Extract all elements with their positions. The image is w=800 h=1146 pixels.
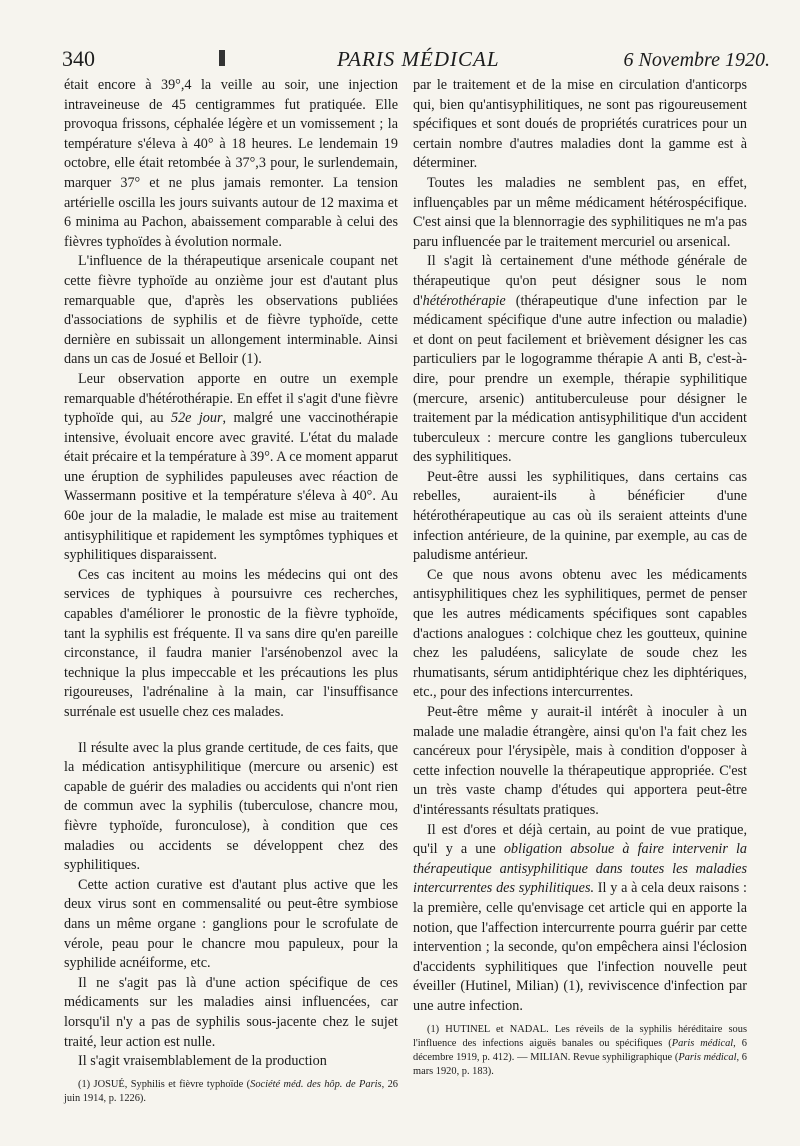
emphasis: hétérothérapie (422, 292, 506, 309)
journal-title (219, 47, 500, 72)
paragraph: Ces cas incitent au moins les médecins qui ont des services de typhiques à poursuivre ces recherches, capables d'améliorer le pronostic de la fièvre typhoïde, tant la syphilis est fréquente. Il va sans dire qu'en pareille circonstance, il faudra manier l'arsénobenzol avec la technique la plus impeccable et les précautions les plus rigoureuses, l'adrénaline à la main, car l'insuffisance surrénale est usuelle chez ces malades. (64, 566, 398, 720)
paragraph: Peut-être aussi les syphilitiques, dans certains cas rebelles, auraient-ils à bénéficier d'une hétérothérapeutique au cas où ils seraient atteints d'une infection antérieure, de la quinine, par exemple, au cas de paludisme antérieur. (413, 468, 747, 564)
issue-date: 6 Novembre 1920. (623, 49, 770, 71)
paragraph: par le traitement et de la mise en circulation d'anticorps qui, bien qu'antisyphilitiques, ne sont pas rigoureusement spécifiques et sont doués de propriétés curatrices pour un certain nombre d'autres maladies dont la gamme est à déterminer. (413, 77, 747, 172)
left-column (64, 76, 398, 1106)
right-column (413, 76, 747, 1079)
paragraph: Il s'agit vraisemblablement de la production (78, 1053, 327, 1070)
paragraph: Peut-être même y aurait-il intérêt à inoculer à un malade une maladie étrangère, ainsi qu'on l'a fait chez les cancéreux pour l'érysipèle, mais à condition d'opposer à cette infection nouvelle la thérapeutique appropriée. C'est un très vaste champ d'études qui apportera peut-être d'intéressants résultats pratiques. (413, 704, 747, 818)
footnote: (1) HUTINEL et NADAL. Les réveils de la syphilis héréditaire sous l'influence des infections aiguës banales ou spécifiques (Paris médical, 6 décembre 1919, p. 412). — MILIAN. Revue syphiligraphique (Paris médical, 6 mars 1920, p. 183). (413, 1023, 748, 1077)
paragraph: Il résulte avec la plus grande certitude, de ces faits, que la médication antisyphilitique (mercure ou arsenic) est capable de guérir des maladies ou accidents qui n'ont rien de commun avec la syphilis (tuberculose, chancre mou, fièvre typhoïde, furonculose), à condition que ces maladies ou accidents se développent chez des syphilitiques. (64, 739, 398, 874)
paragraph: Il est d'ores et déjà certain, au point de vue pratique, qu'il y a une obligation absolue à faire intervenir la thérapeutique antisyphilitique dans toutes les maladies intercurrentes des syphilitiques. Il y a à cela deux raisons : la première, celle qu'envisage cet article qui en apporte la notion, que l'affection intercurrente pourra guérir par cette intervention ; la seconde, qu'on empêchera ainsi l'éclosion d'accidents syphilitiques que l'infection nouvelle peut éveiller (Hutinel, Milian) (1), reviviscence d'infection par une autre infection. (413, 821, 747, 1014)
paragraph: Cette action curative est d'autant plus active que les deux virus sont en commensalité ou peut-être symbiose dans un même organe : ganglions pour le scrofulate de vérole, peau pour le chancre mou papuleux, pour la syphilide acnéiforme, etc. (64, 876, 398, 972)
ornament-icon (219, 50, 225, 66)
paragraph: Ce que nous avons obtenu avec les médicaments antisyphilitiques chez les syphilitiques, permet de penser que les autres médicaments spécifiques sont capables d'actions analogues : colchique chez les goutteux, quinine chez les paludéens, salicylate de soude chez les rhumatisants, sérum antidiphtérique chez les diphtériques, etc., pour des infections intercurrentes. (413, 566, 747, 701)
footnote: (1) JOSUÉ, Syphilis et fièvre typhoïde (Société méd. des hôp. de Paris, 26 juin 1914, p. 1226). (64, 1078, 399, 1104)
page-header (62, 46, 770, 74)
emphasis: 52e jour (170, 410, 223, 427)
paragraph: Toutes les maladies ne semblent pas, en effet, influençables par un même médicament hétérospécifique. C'est ainsi que la blennorragie des syphilitiques ne m'a pas paru influencée par le traitement mercuriel ou arsenical. (413, 174, 747, 250)
paragraph: Il s'agit là certainement d'une méthode générale de thérapeutique qu'on peut désigner sous le nom d'hétérothérapie (thérapeutique d'une infection par le médicament spécifique d'une autre infection ou maladie) et dont on peut facilement et brièvement désigner les cas particuliers par le logogramme thérapie A anti B, c'est-à-dire, pour prendre un exemple, thérapie syphilitique (mercure, arsenic) antituberculeuse pour désigner le traitement par la médication antisyphilitique d'un accident tuberculeux : mercure contre les ganglions tuberculeux des syphilitiques. (413, 253, 747, 466)
journal-name: PARIS MÉDICAL (337, 47, 500, 71)
paragraph: Il ne s'agit pas là d'une action spécifique de ces médicaments sur les maladies ainsi influencées, car lorsqu'il n'y a pas de syphilis sous-jacente chez le sujet traité, leur action est nulle. (64, 974, 398, 1050)
paragraph: était encore à 39°,4 la veille au soir, une injection intraveineuse de 45 centigrammes fut pratiquée. Elle provoqua frissons, céphalée légère et un vomissement ; la température s'éleva à 40° à 18 heures. Le lendemain 19 octobre, elle était retombée à 37°,3 pour, le surlendemain, marquer 37° et ne plus jamais remonter. La tension artérielle oscilla les jours suivants autour de 12 maxima et 6 minima au Pachon, abaissement comparable à celui des fièvres typhoïdes à évolution normale. (64, 77, 398, 250)
emphasis: obligation absolue à faire intervenir la thérapeutique antisyphilitique dans toutes les maladies intercurrentes des syphilitiques. (413, 841, 747, 897)
paragraph: L'influence de la thérapeutique arsenicale coupant net cette fièvre typhoïde au onzième jour est d'autant plus remarquable que, d'après les observations publiées d'associations de syphilis et de fièvre typhoïde, cette dernière en subissait un allongement interminable. Ainsi dans un cas de Josué et Belloir (1). (64, 253, 398, 368)
page-number: 340 (62, 46, 95, 71)
paragraph: Leur observation apporte en outre un exemple remarquable d'hétérothérapie. En effet il s'agit d'une fièvre typhoïde qui, au 52e jour, malgré une vaccinothérapie intensive, évoluait encore avec gravité. L'état du malade était précaire et la température à 39°. A ce moment apparut une éruption de syphilides papuleuses avec réaction de Wassermann positive et la température s'éleva à 40°. Au 60e jour de la maladie, le malade est mise au traitement antisyphilitique et rapidement les symptômes typhiques et syphilitiques disparaissent. (64, 370, 398, 564)
